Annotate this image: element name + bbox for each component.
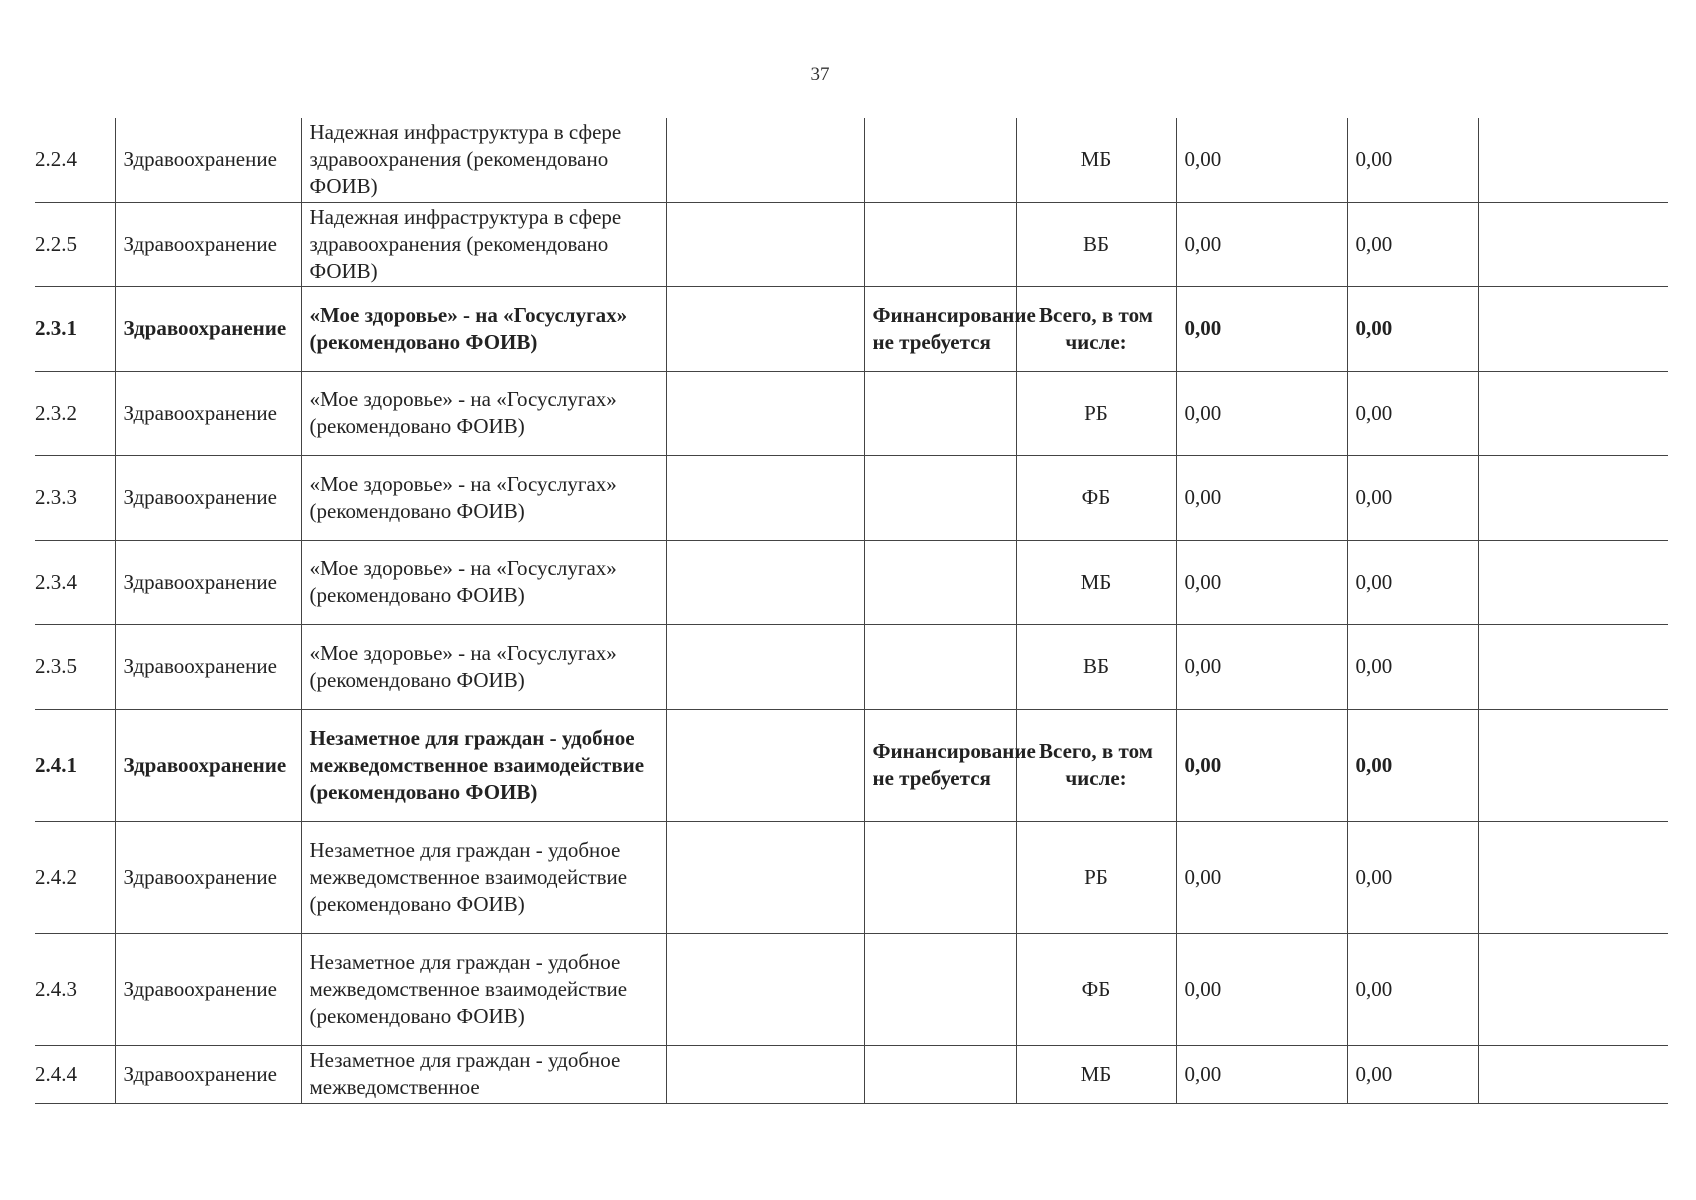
empty-cell	[666, 933, 864, 1045]
sector-cell: Здравоохранение	[115, 1045, 301, 1103]
amount-cell: 0,00	[1176, 1045, 1347, 1103]
amount-cell: 0,00	[1176, 933, 1347, 1045]
amount-cell: 0,00	[1347, 118, 1478, 202]
empty-cell	[666, 1045, 864, 1103]
sector-cell: Здравоохранение	[115, 118, 301, 202]
table-body	[35, 118, 1668, 1103]
empty-cell	[1478, 933, 1668, 1045]
measure-name-cell: «Мое здоровье» - на «Госуслугах» (рекомендовано ФОИВ)	[301, 455, 666, 540]
amount-cell: 0,00	[1347, 540, 1478, 624]
financing-cell	[864, 821, 1016, 933]
financing-cell	[864, 455, 1016, 540]
amount-cell: 0,00	[1176, 118, 1347, 202]
row-index: 2.3.4	[35, 540, 115, 624]
row-index: 2.4.2	[35, 821, 115, 933]
financing-cell	[864, 202, 1016, 286]
amount-cell: 0,00	[1347, 455, 1478, 540]
table-row	[35, 821, 1668, 933]
budget-source-cell: РБ	[1016, 371, 1176, 455]
empty-cell	[666, 821, 864, 933]
empty-cell	[1478, 286, 1668, 371]
empty-cell	[666, 540, 864, 624]
amount-cell: 0,00	[1176, 202, 1347, 286]
row-index: 2.3.3	[35, 455, 115, 540]
amount-cell: 0,00	[1347, 821, 1478, 933]
budget-source-cell: Всего, в том числе:	[1016, 286, 1176, 371]
row-index: 2.4.3	[35, 933, 115, 1045]
row-index: 2.2.5	[35, 202, 115, 286]
table-row	[35, 371, 1668, 455]
budget-source-cell: МБ	[1016, 540, 1176, 624]
row-index: 2.2.4	[35, 118, 115, 202]
empty-cell	[666, 709, 864, 821]
budget-source-cell: МБ	[1016, 118, 1176, 202]
measure-name-cell: «Мое здоровье» - на «Госуслугах» (рекомендовано ФОИВ)	[301, 286, 666, 371]
amount-cell: 0,00	[1176, 624, 1347, 709]
row-index: 2.4.4	[35, 1045, 115, 1103]
financing-cell: Финансирование не требуется	[864, 286, 1016, 371]
measure-name-cell: Надежная инфраструктура в сфере здравоохранения (рекомендовано ФОИВ)	[301, 202, 666, 286]
table-row	[35, 286, 1668, 371]
financing-cell	[864, 118, 1016, 202]
financing-cell	[864, 933, 1016, 1045]
empty-cell	[1478, 455, 1668, 540]
empty-cell	[1478, 821, 1668, 933]
sector-cell: Здравоохранение	[115, 371, 301, 455]
measure-name-cell: «Мое здоровье» - на «Госуслугах» (рекомендовано ФОИВ)	[301, 540, 666, 624]
amount-cell: 0,00	[1176, 821, 1347, 933]
empty-cell	[666, 286, 864, 371]
measure-name-cell: Незаметное для граждан - удобное межведомственное	[301, 1045, 666, 1103]
amount-cell: 0,00	[1347, 286, 1478, 371]
measure-name-cell: Надежная инфраструктура в сфере здравоохранения (рекомендовано ФОИВ)	[301, 118, 666, 202]
amount-cell: 0,00	[1176, 455, 1347, 540]
table-row	[35, 202, 1668, 286]
amount-cell: 0,00	[1347, 371, 1478, 455]
table-row	[35, 118, 1668, 202]
sector-cell: Здравоохранение	[115, 286, 301, 371]
measure-name-cell: «Мое здоровье» - на «Госуслугах» (рекомендовано ФОИВ)	[301, 371, 666, 455]
amount-cell: 0,00	[1347, 624, 1478, 709]
budget-source-cell: ВБ	[1016, 202, 1176, 286]
sector-cell: Здравоохранение	[115, 455, 301, 540]
budget-table	[35, 118, 1668, 1104]
empty-cell	[1478, 624, 1668, 709]
row-index: 2.3.5	[35, 624, 115, 709]
sector-cell: Здравоохранение	[115, 709, 301, 821]
table-row	[35, 540, 1668, 624]
financing-cell	[864, 1045, 1016, 1103]
sector-cell: Здравоохранение	[115, 624, 301, 709]
amount-cell: 0,00	[1176, 286, 1347, 371]
measure-name-cell: «Мое здоровье» - на «Госуслугах» (рекомендовано ФОИВ)	[301, 624, 666, 709]
sector-cell: Здравоохранение	[115, 933, 301, 1045]
empty-cell	[666, 371, 864, 455]
sector-cell: Здравоохранение	[115, 540, 301, 624]
measure-name-cell: Незаметное для граждан - удобное межведомственное взаимодействие (рекомендовано ФОИВ)	[301, 821, 666, 933]
budget-source-cell: ВБ	[1016, 624, 1176, 709]
table-row	[35, 933, 1668, 1045]
row-index: 2.3.1	[35, 286, 115, 371]
table-row	[35, 624, 1668, 709]
measure-name-cell: Незаметное для граждан - удобное межведомственное взаимодействие (рекомендовано ФОИВ)	[301, 933, 666, 1045]
amount-cell: 0,00	[1347, 1045, 1478, 1103]
empty-cell	[1478, 540, 1668, 624]
amount-cell: 0,00	[1176, 371, 1347, 455]
empty-cell	[666, 118, 864, 202]
measure-name-cell: Незаметное для граждан - удобное межведомственное взаимодействие (рекомендовано ФОИВ)	[301, 709, 666, 821]
budget-source-cell: Всего, в том числе:	[1016, 709, 1176, 821]
budget-source-cell: РБ	[1016, 821, 1176, 933]
empty-cell	[666, 202, 864, 286]
row-index: 2.4.1	[35, 709, 115, 821]
financing-cell	[864, 371, 1016, 455]
table-row	[35, 709, 1668, 821]
amount-cell: 0,00	[1347, 933, 1478, 1045]
sector-cell: Здравоохранение	[115, 821, 301, 933]
empty-cell	[1478, 371, 1668, 455]
empty-cell	[1478, 118, 1668, 202]
page-number: 37	[810, 64, 830, 85]
amount-cell: 0,00	[1176, 540, 1347, 624]
budget-source-cell: ФБ	[1016, 455, 1176, 540]
table-row	[35, 455, 1668, 540]
sector-cell: Здравоохранение	[115, 202, 301, 286]
empty-cell	[1478, 202, 1668, 286]
amount-cell: 0,00	[1176, 709, 1347, 821]
table-row	[35, 1045, 1668, 1103]
amount-cell: 0,00	[1347, 709, 1478, 821]
budget-source-cell: ФБ	[1016, 933, 1176, 1045]
financing-cell	[864, 540, 1016, 624]
empty-cell	[1478, 709, 1668, 821]
empty-cell	[1478, 1045, 1668, 1103]
financing-cell	[864, 624, 1016, 709]
financing-cell: Финансирование не требуется	[864, 709, 1016, 821]
budget-source-cell: МБ	[1016, 1045, 1176, 1103]
row-index: 2.3.2	[35, 371, 115, 455]
empty-cell	[666, 624, 864, 709]
empty-cell	[666, 455, 864, 540]
amount-cell: 0,00	[1347, 202, 1478, 286]
